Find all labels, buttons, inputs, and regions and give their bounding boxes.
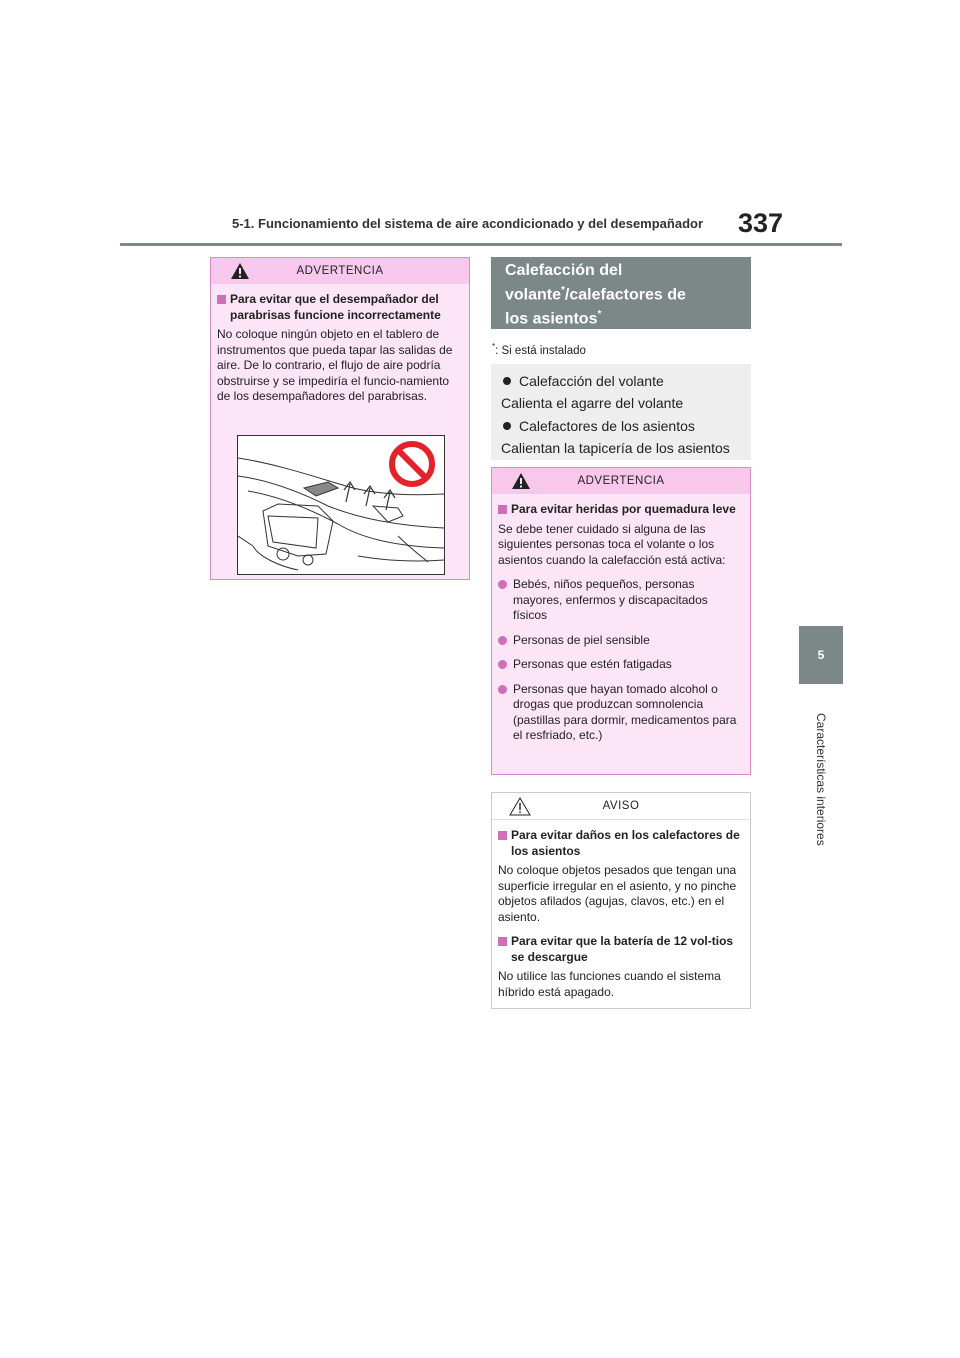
footnote: [492, 342, 586, 357]
notice-box: [491, 792, 751, 1009]
prohibition-icon: [392, 444, 432, 484]
warning-triangle-icon: [230, 262, 250, 280]
square-bullet-icon: [217, 295, 226, 304]
footnote-asterisk: *: [492, 342, 496, 351]
warning-header: [211, 258, 469, 284]
warning-subheading: Para evitar heridas por quemadura leve: [498, 502, 744, 518]
feature-description: Calienta el agarre del volante: [501, 395, 684, 411]
asterisk-mark: *: [561, 285, 565, 296]
feature-item: Calefactores de los asientos: [501, 415, 741, 437]
list-item: Personas que hayan tomado alcohol o drogas que produzcan somnolencia (pastillas para dormir, medicamentos para el resfriado, etc.): [498, 682, 744, 744]
warning-text: Se debe tener cuidado si alguna de las siguientes personas toca el volante o los asientos cuando la calefacción está activa:: [498, 521, 726, 567]
warning-text: No coloque ningún objeto en el tablero de instrumentos que pueda tapar las salidas de aire. De lo contrario, el flujo de aire podría obstruirse y se impediría el funcio-namiento de los desempañadores del parabrisas.: [217, 327, 453, 403]
footnote-text: : Si está instalado: [495, 344, 586, 357]
dashboard-drawing: [238, 436, 444, 574]
bullet-dot-icon: [503, 377, 511, 385]
section-title-line2a: volante: [505, 286, 562, 304]
section-heading: [491, 257, 751, 329]
list-item: Personas de piel sensible: [498, 633, 744, 649]
section-title-line3: los asientos: [505, 310, 598, 328]
bullet-dot-icon: [498, 636, 507, 645]
bullet-dot-icon: [498, 660, 507, 669]
dashboard-illustration: [237, 435, 445, 575]
section-title-line2b: /calefactores de: [564, 286, 686, 304]
chapter-number: 5: [817, 648, 825, 662]
warning-heading: ADVERTENCIA: [296, 265, 384, 277]
bullet-dot-icon: [503, 422, 511, 430]
notice-subheading: Para evitar que la batería de 12 vol-tios se descargue: [498, 934, 744, 965]
warning-box-burns: [491, 467, 751, 775]
feature-description: Calientan la tapicería de los asientos: [501, 440, 730, 456]
warning-box-defroster: [210, 257, 470, 580]
warning-heading: ADVERTENCIA: [577, 475, 665, 487]
features-box: [491, 364, 751, 460]
square-bullet-icon: [498, 831, 507, 840]
notice-text: No utilice las funciones cuando el sistema híbrido está apagado.: [498, 969, 721, 999]
bullet-dot-icon: [498, 580, 507, 589]
chapter-tab[interactable]: [799, 626, 843, 684]
section-title-line1: Calefacción del: [505, 262, 623, 279]
notice-text: No coloque objetos pesados que tengan una superficie irregular en el asiento, y no pinche objetos afilados (agujas, clavos, etc.) en el asiento.: [498, 863, 737, 924]
square-bullet-icon: [498, 937, 507, 946]
notice-subheading: Para evitar daños en los calefactores de los asientos: [498, 828, 744, 859]
caution-triangle-icon: [509, 797, 531, 816]
warning-header: [492, 468, 750, 494]
bullet-dot-icon: [498, 685, 507, 694]
feature-item: Calefacción del volante: [501, 370, 741, 392]
chapter-label: Características interiores: [814, 713, 828, 846]
warning-subheading: Para evitar que el desempañador del parabrisas funcione incorrectamente: [217, 292, 463, 323]
header-divider: [120, 243, 842, 246]
notice-header: [492, 793, 750, 820]
asterisk-mark-2: *: [597, 309, 602, 321]
list-item: Bebés, niños pequeños, personas mayores, enfermos y discapacitados físicos: [498, 577, 744, 624]
warning-triangle-icon: [511, 472, 531, 490]
list-item: Personas que estén fatigadas: [498, 657, 744, 673]
notice-heading: AVISO: [602, 800, 640, 812]
page-number: 337: [738, 208, 784, 238]
section-title: 5-1. Funcionamiento del sistema de aire acondicionado y del desempañador: [232, 216, 704, 231]
square-bullet-icon: [498, 505, 507, 514]
